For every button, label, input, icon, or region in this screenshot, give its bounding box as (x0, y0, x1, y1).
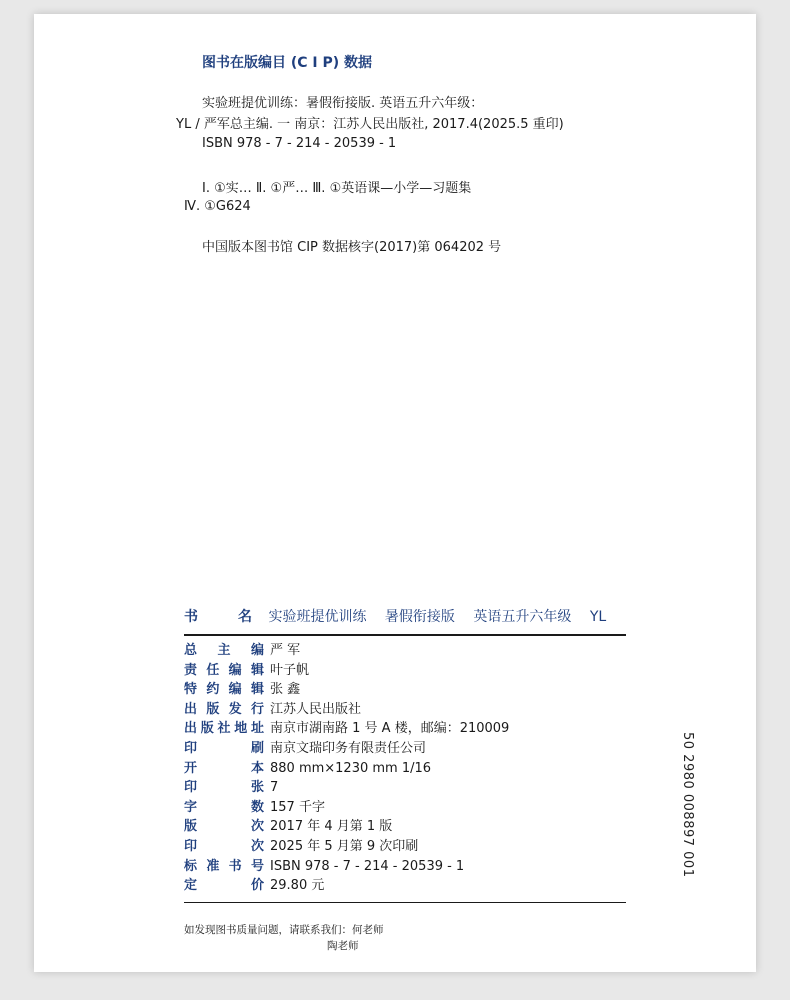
cip-check-number: 中国版本图书馆 CIP 数据核字(2017)第 064202 号 (202, 240, 502, 255)
info-label: 字数 (184, 799, 264, 815)
info-value: ISBN 978 - 7 - 214 - 20539 - 1 (270, 858, 465, 874)
book-name-part: 暑假衔接版 (384, 609, 455, 625)
info-row (184, 680, 509, 700)
info-row (184, 739, 509, 759)
book-name-part: 实验班提优训练 (268, 609, 367, 625)
info-value: 2025 年 5 月第 9 次印刷 (270, 838, 419, 854)
book-name-label: 书 名 (184, 609, 252, 625)
info-label: 版次 (184, 819, 264, 835)
book-name-part: YL (589, 609, 607, 625)
info-value: 严 军 (270, 643, 301, 658)
info-row (184, 837, 509, 857)
info-label: 出版发行 (184, 701, 264, 717)
info-row (184, 719, 509, 739)
info-row (184, 857, 509, 877)
cip-line-2: YL / 严军总主编. 一 南京：江苏人民出版社, 2017.4(2025.5 重印) (176, 117, 564, 132)
cip-classification-line: Ⅰ. ①实… Ⅱ. ①严… Ⅲ. ①英语课—小学—习题集 (202, 181, 472, 196)
info-row (184, 817, 509, 837)
divider-bottom (184, 902, 626, 903)
info-label: 开本 (184, 760, 264, 776)
info-value: 南京文瑞印务有限责任公司 (270, 740, 427, 756)
info-label: 标准书号 (184, 858, 264, 874)
book-name-row (184, 606, 620, 626)
publication-info-table (184, 641, 509, 896)
info-value: 叶子帆 (270, 662, 310, 678)
info-value: 2017 年 4 月第 1 版 (270, 819, 393, 835)
info-value: 张 鑫 (270, 682, 301, 698)
info-label: 出版社地址 (184, 721, 264, 737)
quality-notice: 如发现图书质量问题，请联系我们：何老师 (184, 924, 384, 936)
info-row (184, 876, 509, 896)
info-label: 责任编辑 (184, 662, 264, 678)
info-row (184, 641, 509, 661)
info-label: 印次 (184, 838, 264, 854)
info-value: 江苏人民出版社 (270, 701, 362, 717)
cip-line-1: 实验班提优训练：暑假衔接版. 英语五升六年级： (202, 96, 484, 111)
info-value: 157 千字 (270, 799, 325, 815)
divider-top (184, 634, 626, 636)
info-value: 29.80 元 (270, 878, 325, 894)
cip-isbn-line: ISBN 978 - 7 - 214 - 20539 - 1 (202, 136, 397, 151)
copyright-page (34, 14, 756, 972)
book-name-part: 英语五升六年级 (473, 609, 572, 625)
info-row (184, 759, 509, 779)
info-row (184, 798, 509, 818)
cip-classification-line-2: Ⅳ. ①G624 (184, 199, 251, 214)
info-row (184, 778, 509, 798)
info-value: 7 (270, 780, 279, 796)
cip-title: 图书在版编目 (C I P) 数据 (202, 55, 373, 71)
info-row (184, 661, 509, 681)
quality-notice-contact: 陶老师 (327, 940, 359, 952)
info-value: 880 mm×1230 mm 1/16 (270, 760, 432, 776)
info-label: 定价 (184, 878, 264, 894)
info-label: 印刷 (184, 740, 264, 756)
info-label: 特约编辑 (184, 682, 264, 698)
info-label: 总主编 (184, 643, 264, 658)
info-label: 印张 (184, 780, 264, 796)
barcode-number: 50 2980 008897 001 (680, 732, 695, 878)
info-row (184, 700, 509, 720)
info-value: 南京市湖南路 1 号 A 楼，邮编：210009 (270, 721, 510, 737)
